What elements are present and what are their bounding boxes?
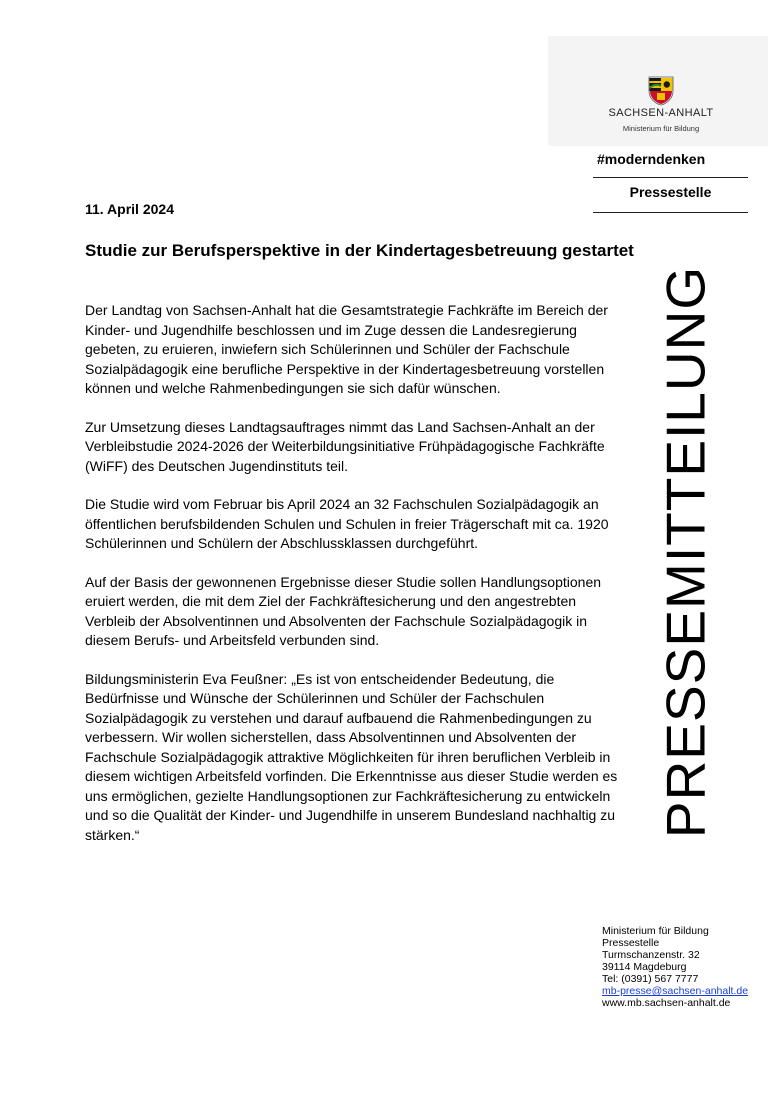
divider xyxy=(593,212,748,213)
quote-paragraph: Bildungsministerin Eva Feußner: „Es ist von entscheidender Bedeutung, die Bedürfnisse und Wünsche der Schülerinnen und Schüler der Fachschulen Sozialpädagogik zu verstehen und darauf aufbauend die Rahmenbedingungen zu verbessern. Wir wollen sicherstellen, dass Absolventinnen und Absolventen der Fachschule Sozialpädagogik attraktive Möglichkeiten für ihren beruflichen Verbleib in diesem wichtigen Arbeitsfeld vorfinden. Die Erkenntnisse aus dieser Studie werden es uns ermöglichen, gezielte Handlungsoptionen zur Fachkräftesicherung zu entwickeln und so die Qualität der Kinder- und Jugendhilfe in unserem Bundesland nachhaltig zu stärken.“ xyxy=(85,670,618,843)
footer-org: Ministerium für Bildung xyxy=(602,925,709,937)
paragraph: Auf der Basis der gewonnenen Ergebnisse dieser Studie sollen Handlungsoptionen eruiert werden, die mit dem Ziel der Fachkräftesicherung und den angestrebten Verbleib der Absolventinnen und Absolventen der Fachschule Sozialpädagogik in diesem Berufs- und Arbeitsfeld verbunden sind. xyxy=(85,573,602,648)
footer-phone: Tel: (0391) 567 7777 xyxy=(602,973,699,985)
paragraph: Die Studie wird vom Februar bis April 2024 an 32 Fachschulen Sozialpädagogik an öffentlichen berufsbildenden Schulen und Schulen in freier Trägerschaft mit ca. 1920 Schülerinnen und Schülern der Abschlussklassen durchgeführt. xyxy=(85,496,609,551)
press-release-vertical-title: PRESSEMITTEILUNG xyxy=(654,265,717,839)
footer-city: 39114 Magdeburg xyxy=(602,961,687,973)
footer-email-link[interactable]: mb-presse@sachsen-anhalt.de xyxy=(602,985,749,997)
coat-of-arms-icon xyxy=(648,76,674,106)
release-date: 11. April 2024 xyxy=(85,201,174,217)
headline: Studie zur Berufsperspektive in der Kindertagesbetreuung gestartet xyxy=(85,241,634,260)
footer-website: www.mb.sachsen-anhalt.de xyxy=(602,997,731,1009)
press-office-label: Pressestelle xyxy=(629,184,712,200)
logo-subtitle: Ministerium für Bildung xyxy=(622,124,700,133)
footer-street: Turmschanzenstr. 32 xyxy=(602,949,700,961)
paragraph: Der Landtag von Sachsen-Anhalt hat die Gesamtstrategie Fachkräfte im Bereich der Kinder- und Jugendhilfe beschlossen und im Zuge dessen die Landesregierung gebeten, zu eruieren, inwiefern sich Schülerinnen und Schüler der Fachschule Sozialpädagogik eine berufliche Perspektive in der Kindertagesbetreuung vorstellen können und welche Rahmenbedingungen sie sich dafür wünschen. xyxy=(85,302,608,396)
campaign-hashtag: #moderndenken xyxy=(597,151,706,167)
logo-name: SACHSEN-ANHALT xyxy=(608,107,714,119)
paragraph: Zur Umsetzung dieses Landtagsauftrages nimmt das Land Sachsen-Anhalt an der Verbleibstudie 2024-2026 der Weiterbildungsinitiative Frühpädagogische Fachkräfte (WiFF) des Deutschen Jugendinstituts teil. xyxy=(85,418,605,474)
footer-dept: Pressestelle xyxy=(602,937,660,949)
divider xyxy=(593,177,748,178)
article-body xyxy=(85,301,630,864)
contact-footer xyxy=(602,925,762,1009)
